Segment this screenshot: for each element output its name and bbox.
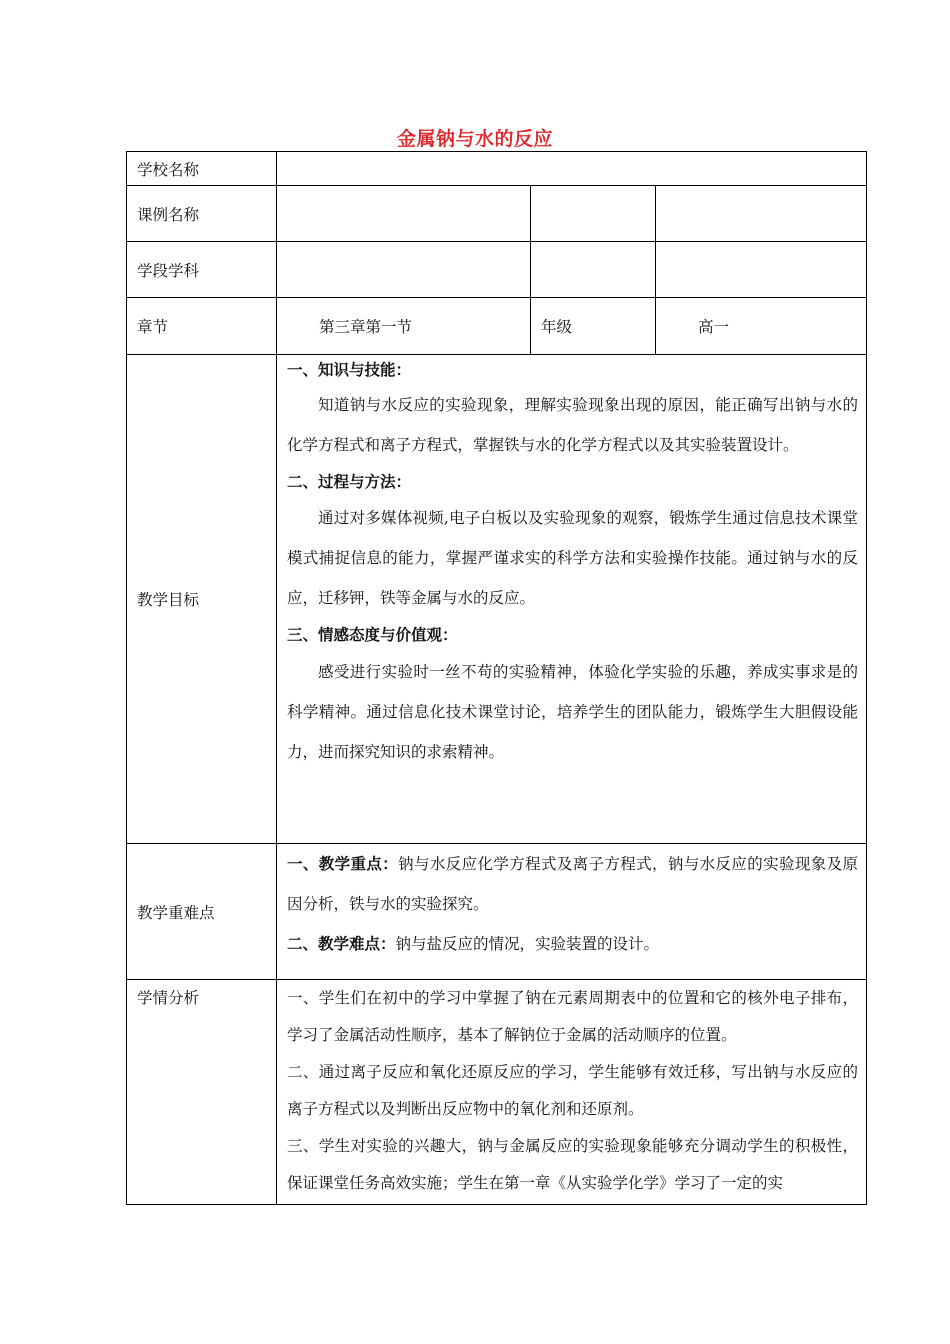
grade-label: 年级	[531, 298, 656, 355]
row-objectives	[127, 355, 867, 844]
lesson-plan-table	[126, 151, 867, 1205]
objectives-heading-1: 一、知识与技能：	[287, 360, 412, 379]
keypoint-1	[287, 844, 858, 924]
subject-label: 学段学科	[127, 242, 277, 298]
chapter-label: 章节	[127, 298, 277, 355]
analysis-item-1: 一、学生们在初中的学习中掌握了钠在元素周期表中的位置和它的核外电子排布，学习了金属活动性顺序，基本了解钠位于金属的活动顺序的位置。	[287, 989, 859, 1044]
row-keypoints	[127, 844, 867, 980]
school-value	[277, 152, 867, 186]
subject-extra-cell-2	[656, 242, 867, 298]
row-subject	[127, 242, 867, 298]
objectives-heading-3: 三、情感态度与价值观：	[287, 625, 458, 644]
keypoint-2-prefix: 二、	[287, 934, 319, 953]
keypoint-1-label: 教学重点：	[318, 854, 399, 873]
keypoint-2-label: 教学难点：	[318, 934, 396, 953]
school-label: 学校名称	[127, 152, 277, 186]
keypoint-1-text: 钠与水反应化学方程式及离子方程式，钠与水反应的实验现象及原因分析，铁与水的实验探究。	[287, 855, 858, 913]
keypoint-1-prefix: 一、	[287, 854, 319, 873]
objectives-label: 教学目标	[127, 355, 277, 844]
row-chapter	[127, 298, 867, 355]
keypoints-label: 教学重难点	[127, 844, 277, 980]
row-school	[127, 152, 867, 186]
keypoint-2-text: 钠与盐反应的情况，实验装置的设计。	[395, 935, 660, 953]
objectives-cell	[277, 355, 867, 844]
lesson-label: 课例名称	[127, 186, 277, 242]
analysis-content	[277, 980, 866, 1202]
subject-value	[277, 242, 531, 298]
row-lesson	[127, 186, 867, 242]
objectives-heading-2: 二、过程与方法：	[287, 472, 412, 491]
lesson-extra-cell-2	[656, 186, 867, 242]
lesson-value	[277, 186, 531, 242]
chapter-value: 第三章第一节	[277, 298, 531, 355]
lesson-extra-cell	[531, 186, 656, 242]
keypoints-content	[277, 844, 866, 964]
analysis-item-2: 二、通过离子反应和氧化还原反应的学习，学生能够有效迁移，写出钠与水反应的离子方程式以及判断出反应物中的氧化剂和还原剂。	[287, 1063, 859, 1118]
row-analysis	[127, 980, 867, 1205]
objectives-paragraph-3: 感受进行实验时一丝不苟的实验精神，体验化学实验的乐趣，养成实事求是的科学精神。通过信息化技术课堂讨论，培养学生的团队能力，锻炼学生大胆假设能力，进而探究知识的求索精神。	[287, 663, 859, 761]
objectives-content	[277, 355, 866, 772]
analysis-label: 学情分析	[127, 980, 277, 1205]
keypoint-2	[287, 924, 858, 964]
subject-extra-cell	[531, 242, 656, 298]
objectives-paragraph-1: 知道钠与水反应的实验现象，理解实验现象出现的原因，能正确写出钠与水的化学方程式和离子方程式，掌握铁与水的化学方程式以及其实验装置设计。	[287, 396, 859, 454]
grade-value: 高一	[656, 298, 867, 355]
document-title: 金属钠与水的反应	[396, 128, 553, 150]
analysis-item-3: 三、学生对实验的兴趣大，钠与金属反应的实验现象能够充分调动学生的积极性，保证课堂任务高效实施；学生在第一章《从实验学化学》学习了一定的实	[287, 1137, 859, 1192]
objectives-paragraph-2: 通过对多媒体视频,电子白板以及实验现象的观察，锻炼学生通过信息技术课堂模式捕捉信息的能力，掌握严谨求实的科学方法和实验操作技能。通过钠与水的反应，迁移钾，铁等金属与水的反应。	[287, 509, 859, 607]
keypoints-cell	[277, 844, 867, 980]
analysis-cell	[277, 980, 867, 1205]
